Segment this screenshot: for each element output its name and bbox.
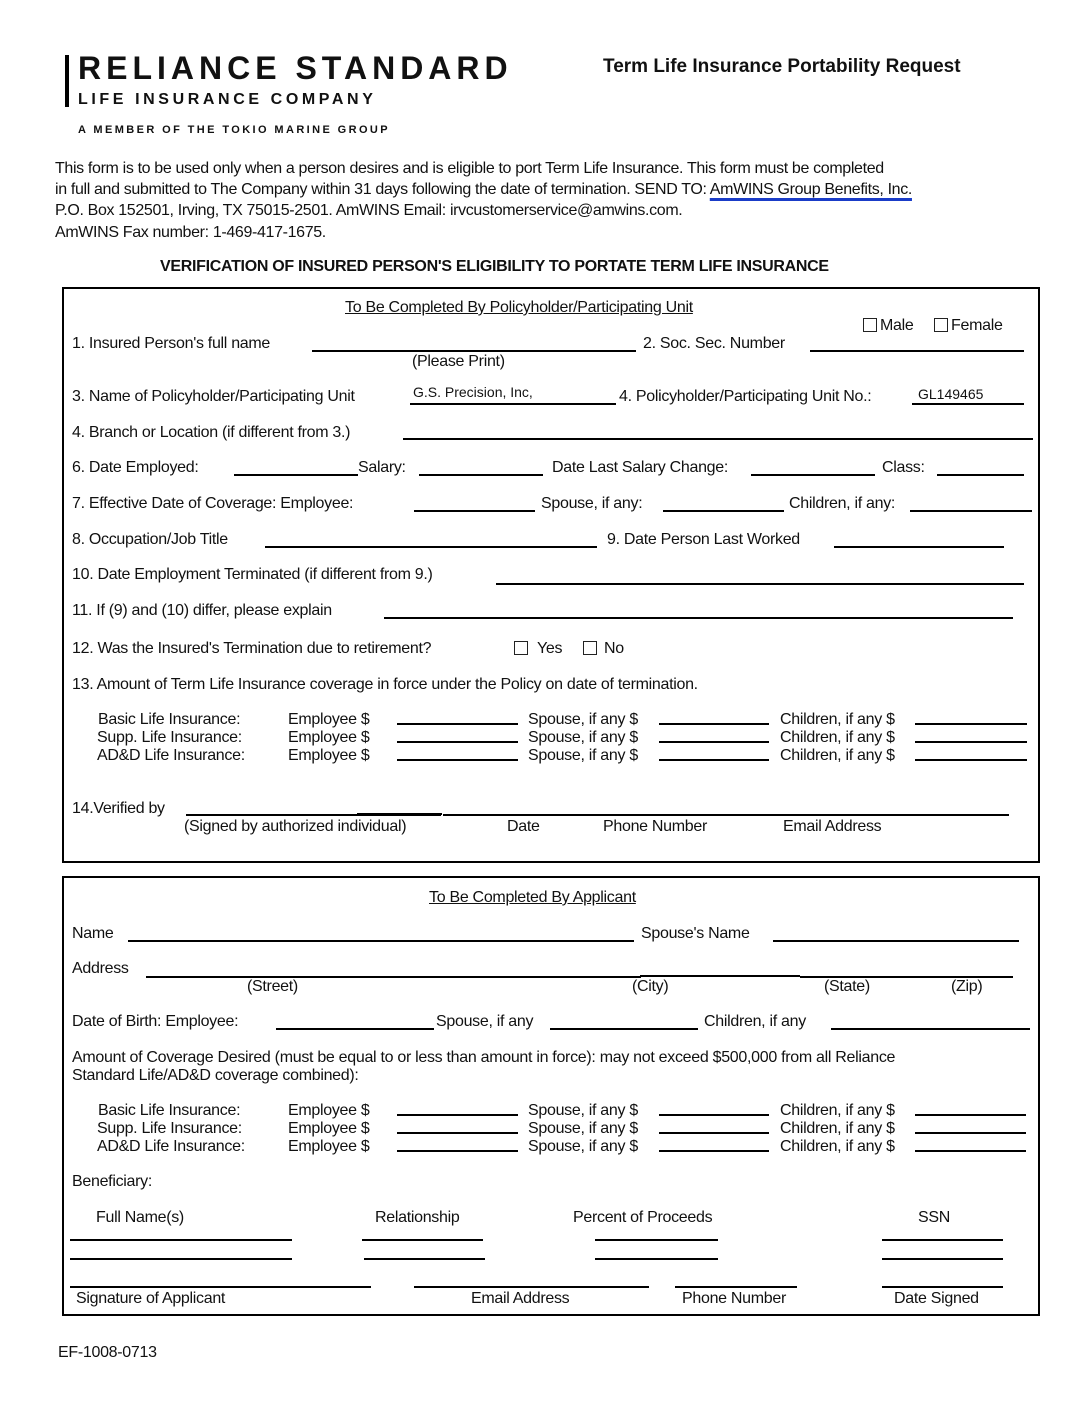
verified-date-field[interactable] (357, 813, 442, 815)
coverage-desired-line-2: Standard Life/AD&D coverage combined): (72, 1067, 359, 1084)
intro-line-2-text: in full and submitted to The Company within 31 days following the date of termination. SEND TO: (55, 181, 710, 198)
supp-spouse-field[interactable] (659, 741, 769, 743)
q4-label: 4. Policyholder/Participating Unit No.: (619, 388, 872, 405)
effective-date-children-field[interactable] (910, 510, 1032, 512)
q12-label: 12. Was the Insured's Termination due to retirement? (72, 640, 432, 657)
q11-label: 11. If (9) and (10) differ, please explain (72, 602, 332, 619)
verified-date-label: Date (507, 818, 540, 835)
amount-children-label: Children, if any $ (780, 711, 895, 728)
dob-children-label: Children, if any (704, 1013, 806, 1030)
male-label: Male (880, 317, 914, 334)
desired-basic-employee-field[interactable] (397, 1114, 518, 1116)
intro-line-1: This form is to be used only when a person desires and is eligible to port Term Life Insurance. This form must be completed (55, 160, 884, 177)
amount-spouse-label: Spouse, if any $ (528, 747, 638, 764)
add-children-field[interactable] (915, 759, 1027, 761)
desired-basic-children-field[interactable] (915, 1114, 1026, 1116)
class-field[interactable] (937, 474, 1024, 476)
add-employee-field[interactable] (397, 759, 518, 761)
amount-children-label: Children, if any $ (780, 747, 895, 764)
amount-employee-label: Employee $ (288, 1120, 370, 1137)
applicant-signature-field[interactable] (70, 1286, 371, 1288)
q2-label: 2. Soc. Sec. Number (643, 335, 785, 352)
basic-employee-field[interactable] (397, 723, 518, 725)
intro-line-4: AmWINS Fax number: 1-469-417-1675. (55, 224, 326, 241)
date-last-worked-field[interactable] (834, 546, 1004, 548)
effective-date-spouse-field[interactable] (663, 510, 784, 512)
q8-label: 8. Occupation/Job Title (72, 531, 228, 548)
retirement-no-label: No (604, 640, 624, 657)
amwins-link[interactable]: AmWINS Group Benefits, Inc. (709, 181, 912, 198)
intro-line-3: P.O. Box 152501, Irving, TX 75015-2501. AmWINS Email: irvcustomerservice@amwins.com. (55, 202, 683, 219)
retirement-yes-label: Yes (537, 640, 563, 657)
zip-label: (Zip) (951, 978, 983, 995)
dob-children-field[interactable] (831, 1028, 1030, 1030)
dob-spouse-field[interactable] (550, 1028, 698, 1030)
date-employed-field[interactable] (234, 474, 358, 476)
section-title: VERIFICATION OF INSURED PERSON'S ELIGIBILITY TO PORTATE TERM LIFE INSURANCE (160, 258, 829, 275)
policyholder-heading: To Be Completed By Policyholder/Participating Unit (345, 299, 693, 316)
street-label: (Street) (247, 978, 298, 995)
dob-label: Date of Birth: Employee: (72, 1013, 239, 1030)
sig-applicant-label: Signature of Applicant (76, 1290, 226, 1307)
logo-company-subtitle: LIFE INSURANCE COMPANY (78, 91, 377, 108)
q7-label: 7. Effective Date of Coverage: Employee: (72, 495, 354, 512)
address-street-field[interactable] (146, 976, 641, 978)
policyholder-name-value[interactable]: G.S. Precision, Inc, (413, 384, 533, 400)
q14-label: 14.Verified by (72, 800, 165, 817)
amount-row-label: Basic Life Insurance: (98, 711, 241, 728)
verified-signed-label: (Signed by authorized individual) (184, 818, 407, 835)
ben-relationship-header: Relationship (375, 1209, 460, 1226)
date-last-salary-change-field[interactable] (751, 474, 875, 476)
spouse-name-field[interactable] (773, 940, 1019, 942)
verified-email-field[interactable] (743, 814, 1009, 816)
q6-label: 6. Date Employed: (72, 459, 199, 476)
amount-employee-label: Employee $ (288, 1138, 370, 1155)
q13-label: 13. Amount of Term Life Insurance coverage in force under the Policy on date of termination. (72, 676, 698, 693)
address-label: Address (72, 960, 129, 977)
add-spouse-field[interactable] (659, 759, 769, 761)
effective-date-spouse-label: Spouse, if any: (541, 495, 643, 512)
ben-2-percent-field[interactable] (595, 1258, 718, 1260)
q4b-label: 4. Branch or Location (if different from 3.) (72, 424, 351, 441)
applicant-phone-field[interactable] (675, 1286, 797, 1288)
amount-row-label: Basic Life Insurance: (98, 1102, 241, 1119)
verified-email-label: Email Address (783, 818, 882, 835)
intro-paragraph (55, 158, 912, 243)
ben-1-relationship-field[interactable] (362, 1239, 483, 1241)
logo-tagline: A MEMBER OF THE TOKIO MARINE GROUP (78, 124, 390, 136)
logo-bar (65, 55, 69, 107)
desired-add-employee-field[interactable] (397, 1150, 518, 1152)
beneficiary-label: Beneficiary: (72, 1173, 152, 1190)
amount-row-label: AD&D Life Insurance: (97, 747, 245, 764)
amount-children-label: Children, if any $ (780, 1120, 895, 1137)
dob-spouse-label: Spouse, if any (436, 1013, 534, 1030)
amount-row-label: Supp. Life Insurance: (97, 729, 242, 746)
desired-supp-employee-field[interactable] (397, 1132, 518, 1134)
amount-spouse-label: Spouse, if any $ (528, 729, 638, 746)
verified-phone-field[interactable] (443, 814, 743, 816)
amount-children-label: Children, if any $ (780, 1102, 895, 1119)
male-checkbox[interactable] (863, 318, 877, 332)
q3-label: 3. Name of Policyholder/Participating Unit (72, 388, 355, 405)
supp-employee-field[interactable] (397, 741, 518, 743)
verified-phone-label: Phone Number (603, 818, 708, 835)
spouse-name-label: Spouse's Name (641, 925, 750, 942)
effective-date-children-label: Children, if any: (789, 495, 896, 512)
q1-hint: (Please Print) (412, 353, 505, 370)
effective-date-employee-field[interactable] (414, 510, 535, 512)
date-terminated-field[interactable] (496, 583, 1024, 585)
applicant-name-field[interactable] (128, 940, 634, 942)
intro-line-2 (55, 179, 912, 200)
coverage-desired-line-1: Amount of Coverage Desired (must be equal to or less than amount in force): may not exceed $500,000 from all Reliance (72, 1049, 896, 1066)
salary-field[interactable] (419, 474, 543, 476)
ben-2-ssn-field[interactable] (882, 1258, 1003, 1260)
dob-employee-field[interactable] (276, 1028, 434, 1030)
amount-spouse-label: Spouse, if any $ (528, 711, 638, 728)
explain-difference-field[interactable] (384, 617, 1013, 619)
amount-children-label: Children, if any $ (780, 1138, 895, 1155)
amount-employee-label: Employee $ (288, 1102, 370, 1119)
desired-supp-children-field[interactable] (915, 1132, 1026, 1134)
sig-date-label: Date Signed (894, 1290, 979, 1307)
basic-children-field[interactable] (915, 723, 1027, 725)
ben-2-name-field[interactable] (70, 1258, 292, 1260)
state-label: (State) (824, 978, 870, 995)
date-last-salary-change-label: Date Last Salary Change: (552, 459, 729, 476)
address-city-field[interactable] (640, 975, 800, 977)
amount-spouse-label: Spouse, if any $ (528, 1102, 638, 1119)
form-id: EF-1008-0713 (58, 1344, 157, 1361)
amount-spouse-label: Spouse, if any $ (528, 1138, 638, 1155)
female-label: Female (951, 317, 1003, 334)
applicant-section (62, 876, 1040, 1316)
unit-number-field[interactable] (912, 403, 1024, 405)
ben-1-ssn-field[interactable] (882, 1239, 1003, 1241)
supp-children-field[interactable] (915, 741, 1027, 743)
q1-label: 1. Insured Person's full name (72, 335, 271, 352)
applicant-email-field[interactable] (414, 1286, 649, 1288)
ben-1-percent-field[interactable] (595, 1239, 718, 1241)
ben-ssn-header: SSN (918, 1209, 950, 1226)
sig-phone-label: Phone Number (682, 1290, 787, 1307)
amount-spouse-label: Spouse, if any $ (528, 1120, 638, 1137)
retirement-no-checkbox[interactable] (583, 641, 597, 655)
sig-email-label: Email Address (471, 1290, 570, 1307)
policyholder-name-field[interactable] (410, 403, 616, 405)
desired-basic-spouse-field[interactable] (659, 1114, 769, 1116)
ben-full-name-header: Full Name(s) (96, 1209, 184, 1226)
document-title: Term Life Insurance Portability Request (603, 56, 961, 77)
applicant-heading: To Be Completed By Applicant (429, 889, 636, 906)
q10-label: 10. Date Employment Terminated (if different from 9.) (72, 566, 433, 583)
ben-1-name-field[interactable] (70, 1239, 292, 1241)
class-label: Class: (882, 459, 925, 476)
name-label: Name (72, 925, 114, 942)
amount-row-label: Supp. Life Insurance: (97, 1120, 242, 1137)
applicant-date-signed-field[interactable] (882, 1286, 1003, 1288)
amount-children-label: Children, if any $ (780, 729, 895, 746)
desired-add-children-field[interactable] (915, 1150, 1026, 1152)
ben-percent-header: Percent of Proceeds (573, 1209, 713, 1226)
ssn-field[interactable] (810, 350, 1024, 352)
amount-employee-label: Employee $ (288, 747, 370, 764)
desired-supp-spouse-field[interactable] (659, 1132, 769, 1134)
occupation-field[interactable] (265, 546, 597, 548)
ben-2-relationship-field[interactable] (364, 1258, 485, 1260)
q9-label: 9. Date Person Last Worked (607, 531, 800, 548)
logo-company-name: RELIANCE STANDARD (78, 50, 513, 86)
insured-name-field[interactable] (312, 350, 636, 352)
retirement-yes-checkbox[interactable] (514, 641, 528, 655)
desired-add-spouse-field[interactable] (659, 1150, 769, 1152)
unit-number-value[interactable]: GL149465 (918, 386, 984, 402)
city-label: (City) (632, 978, 669, 995)
amount-employee-label: Employee $ (288, 729, 370, 746)
salary-label: Salary: (358, 459, 406, 476)
basic-spouse-field[interactable] (659, 723, 769, 725)
female-checkbox[interactable] (934, 318, 948, 332)
amount-employee-label: Employee $ (288, 711, 370, 728)
amount-row-label: AD&D Life Insurance: (97, 1138, 245, 1155)
branch-location-field[interactable] (403, 438, 1033, 440)
